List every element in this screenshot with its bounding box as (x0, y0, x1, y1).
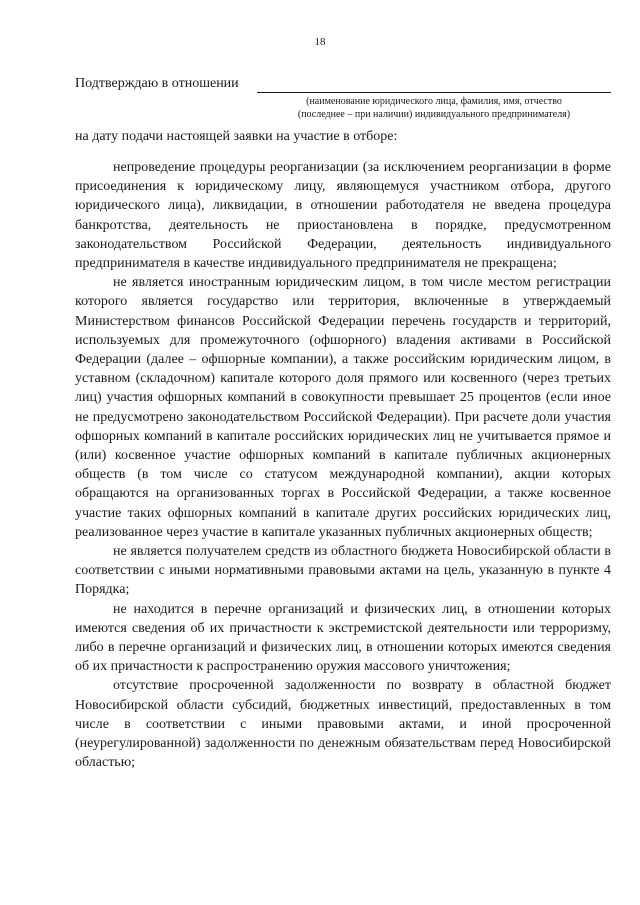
field-caption (258, 95, 610, 121)
paragraph-reorganization: непроведение процедуры реорганизации (за исключением реорганизации в форме присоединения к юридическому лицу, являющемуся участником отбора, другого юридического лица), ликвидации, в отношении работодателя не введена процедура банкротства, деятельность не приостановлена в порядке, предусмотренном законодательством Российской Федерации, деятельность индивидуального предпринимателя в качестве индивидуального предпринимателя не прекращена; (75, 160, 611, 272)
paragraph-overdue-debt: отсутствие просроченной задолженности по возврату в областной бюджет Новосибирской области субсидий, бюджетных инвестиций, предоставленных в том числе в соответствии с иными правовыми актами, и иной просроченной (неурегулированной) задолженности по денежным обязательствам перед Новосибирской областью; (75, 678, 611, 771)
fill-in-underline (257, 92, 611, 93)
paragraph-offshore: не является иностранным юридическим лицом, в том числе местом регистрации которого является государство или территория, включенные в утверждаемый Министерством финансов Российской Федерации перечень государств и территорий, используемых для промежуточного (офшорного) владения активами в Российской Федерации (далее – офшорные компании), а также российским юридическим лицом, в уставном (складочном) капитале которого доля прямого или косвенного (через третьих лиц) участия офшорных компаний в совокупности превышает 25 процентов (если иное не предусмотрено законодательством Российской Федерации). При расчете доли участия офшорных компаний в капитале российских юридических лиц не учитывается прямое и (или) косвенное участие офшорных компаний в капитале публичных акционерных обществ (в том числе со статусом международной компании), акции которых обращаются на организованных торгах в Российской Федерации, а также косвенное участие таких офшорных компаний в капитале других российских юридических лиц, реализованное через участие в капитале указанных публичных акционерных обществ; (75, 275, 611, 540)
paragraph-extremism-list: не находится в перечне организаций и физических лиц, в отношении которых имеются сведения об их причастности к экстремистской деятельности или терроризму, либо в перечне организаций и физических лиц, в отношении которых имеются сведения об их причастности к распространению оружия массового уничтожения; (75, 601, 611, 675)
document-body (75, 158, 611, 773)
lead-sentence: на дату подачи настоящей заявки на участие в отборе: (75, 129, 398, 144)
field-caption-line-1: (наименование юридического лица, фамилия, имя, отчество (306, 96, 562, 107)
page-number: 18 (314, 36, 326, 48)
confirmation-label: Подтверждаю в отношении (75, 76, 239, 91)
confirmation-line (75, 76, 611, 96)
field-caption-line-2: (последнее – при наличии) индивидуального предпринимателя) (297, 109, 571, 120)
paragraph-budget-funds: не является получателем средств из областного бюджета Новосибирской области в соответствии с иными нормативными правовыми актами на цель, указанную в пункте 4 Порядка; (75, 544, 611, 598)
